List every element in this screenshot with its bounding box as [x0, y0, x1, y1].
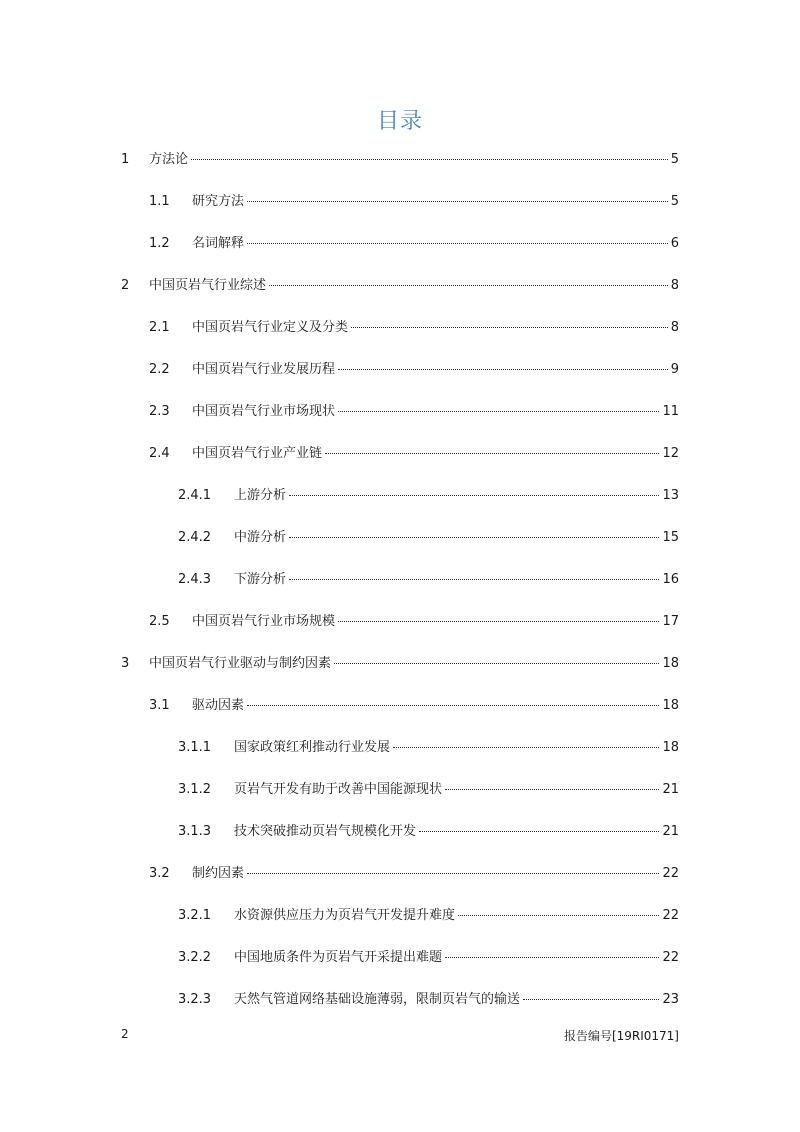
toc-number: 3.1.2: [178, 782, 212, 797]
toc-page: 22: [662, 866, 679, 881]
toc-entry[interactable]: [0, 822, 800, 842]
toc-title: 中国页岩气行业市场规模: [192, 614, 336, 629]
toc-entry[interactable]: [0, 738, 800, 758]
toc-title: 驱动因素: [192, 698, 245, 713]
toc-page: 8: [670, 320, 679, 335]
toc-leader: [458, 915, 659, 916]
toc-page: 6: [670, 236, 679, 251]
toc-page: 22: [662, 908, 679, 923]
toc-number: 3.2.1: [178, 908, 212, 923]
toc-leader: [289, 537, 659, 538]
toc-page: 13: [662, 488, 679, 503]
page-title: 目录: [376, 109, 423, 134]
toc-entry[interactable]: [0, 990, 800, 1010]
toc-leader: [334, 663, 659, 664]
toc-number: 3.2.3: [178, 992, 212, 1007]
toc-number: 2.1: [149, 320, 170, 335]
toc-entry[interactable]: [0, 318, 800, 338]
toc-title: 中国页岩气行业定义及分类: [192, 320, 349, 335]
toc-leader: [338, 621, 659, 622]
toc-page: 18: [662, 698, 679, 713]
toc-page: 8: [670, 278, 679, 293]
toc-leader: [325, 453, 659, 454]
toc-page: 12: [662, 446, 679, 461]
toc-entry[interactable]: [0, 864, 800, 884]
toc-title: 页岩气开发有助于改善中国能源现状: [234, 782, 443, 797]
toc-entry[interactable]: [0, 150, 800, 170]
toc-leader: [269, 285, 668, 286]
toc-number: 1.1: [149, 194, 170, 209]
toc-number: 2.5: [149, 614, 170, 629]
toc-page: 21: [662, 824, 679, 839]
toc-number: 2.4.1: [178, 488, 212, 503]
toc-title: 研究方法: [192, 194, 245, 209]
toc-page: 9: [670, 362, 679, 377]
toc-title: 中国页岩气行业发展历程: [192, 362, 336, 377]
toc-entry[interactable]: [0, 234, 800, 254]
toc-title: 上游分析: [234, 488, 287, 503]
toc-page: 23: [662, 992, 679, 1007]
footer-report-number: 报告编号[19RI0171]: [563, 1029, 679, 1043]
toc-number: 3.2.2: [178, 950, 212, 965]
toc-number: 3.1: [149, 698, 170, 713]
toc-page: 11: [662, 404, 679, 419]
toc-entry[interactable]: [0, 948, 800, 968]
toc-number: 1: [121, 152, 130, 167]
toc-entry[interactable]: [0, 654, 800, 674]
toc-page: 5: [670, 194, 679, 209]
toc-number: 3.2: [149, 866, 170, 881]
toc-number: 2.3: [149, 404, 170, 419]
toc-entry[interactable]: [0, 402, 800, 422]
toc-page: 15: [662, 530, 679, 545]
toc-entry[interactable]: [0, 780, 800, 800]
toc-title: 天然气管道网络基础设施薄弱，限制页岩气的输送: [234, 992, 521, 1007]
toc-title: 水资源供应压力为页岩气开发提升难度: [234, 908, 456, 923]
toc-entry[interactable]: [0, 906, 800, 926]
toc-number: 2.4: [149, 446, 170, 461]
toc-leader: [445, 789, 659, 790]
toc-title: 方法论: [149, 152, 189, 167]
toc-page: 18: [662, 740, 679, 755]
toc-number: 2.2: [149, 362, 170, 377]
toc-title: 中国页岩气行业驱动与制约因素: [149, 656, 332, 671]
toc-title: 名词解释: [192, 236, 245, 251]
toc-leader: [247, 243, 668, 244]
toc-number: 2.4.3: [178, 572, 212, 587]
toc-title: 中国页岩气行业产业链: [192, 446, 323, 461]
toc-entry[interactable]: [0, 486, 800, 506]
toc-number: 3: [121, 656, 130, 671]
toc-number: 1.2: [149, 236, 170, 251]
toc-leader: [289, 495, 659, 496]
toc-entry[interactable]: [0, 570, 800, 590]
toc-leader: [393, 747, 659, 748]
toc-entry[interactable]: [0, 444, 800, 464]
toc-entry[interactable]: [0, 360, 800, 380]
toc-number: 3.1.3: [178, 824, 212, 839]
toc-leader: [247, 873, 659, 874]
toc-page: 18: [662, 656, 679, 671]
toc-title: 中游分析: [234, 530, 287, 545]
toc-page: 17: [662, 614, 679, 629]
toc-number: 3.1.1: [178, 740, 212, 755]
toc-entry[interactable]: [0, 192, 800, 212]
toc-leader: [445, 957, 659, 958]
toc-leader: [338, 411, 659, 412]
toc-page: 16: [662, 572, 679, 587]
toc-title: 制约因素: [192, 866, 245, 881]
toc-leader: [289, 579, 659, 580]
toc-entry[interactable]: [0, 276, 800, 296]
toc-page: 21: [662, 782, 679, 797]
toc-title: 国家政策红利推动行业发展: [234, 740, 391, 755]
toc-entry[interactable]: [0, 696, 800, 716]
toc-title: 下游分析: [234, 572, 287, 587]
toc-entry[interactable]: [0, 528, 800, 548]
toc-title: 中国页岩气行业市场现状: [192, 404, 336, 419]
toc-title: 技术突破推动页岩气规模化开发: [234, 824, 417, 839]
toc-title: 中国地质条件为页岩气开采提出难题: [234, 950, 443, 965]
toc-leader: [419, 831, 659, 832]
toc-number: 2.4.2: [178, 530, 212, 545]
toc-title: 中国页岩气行业综述: [149, 278, 267, 293]
toc-leader: [191, 159, 668, 160]
toc-number: 2: [121, 278, 130, 293]
toc-page: 22: [662, 950, 679, 965]
toc-leader: [247, 705, 659, 706]
toc-entry[interactable]: [0, 612, 800, 632]
toc-leader: [351, 327, 668, 328]
toc-leader: [247, 201, 668, 202]
footer-page-number: 2: [121, 1027, 129, 1041]
toc-leader: [523, 999, 659, 1000]
toc-page: 5: [670, 152, 679, 167]
toc-leader: [338, 369, 668, 370]
